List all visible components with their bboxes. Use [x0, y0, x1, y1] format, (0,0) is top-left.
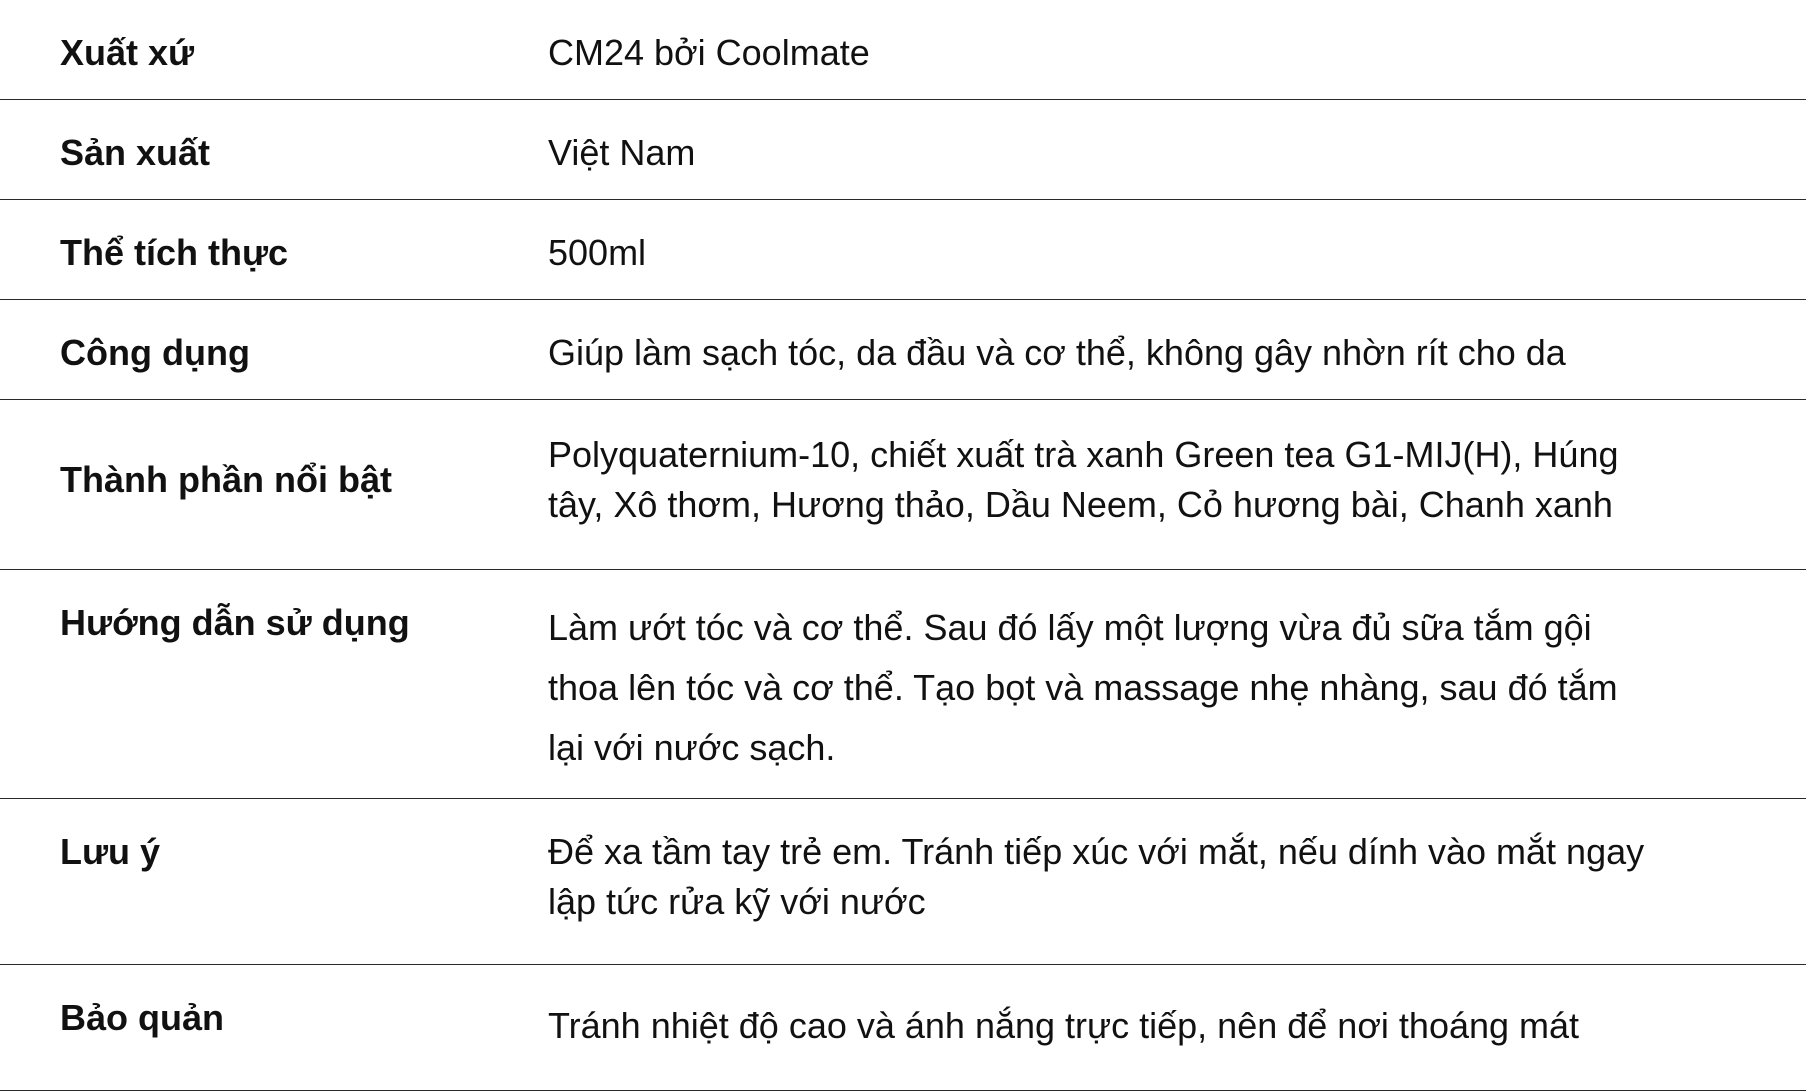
spec-value-line: lại với nước sạch. — [548, 727, 836, 768]
spec-value-line: Giúp làm sạch tóc, da đầu và cơ thể, không gây nhờn rít cho da — [548, 332, 1566, 373]
spec-row-warning — [0, 799, 1806, 965]
spec-row-ingredients — [0, 400, 1806, 570]
spec-value-line: 500ml — [548, 232, 647, 273]
spec-value-line: lập tức rửa kỹ với nước — [548, 881, 926, 922]
spec-value-line: Polyquaternium-10, chiết xuất trà xanh Green tea G1-MIJ(H), Húng — [548, 434, 1619, 475]
spec-label: Thể tích thực — [60, 232, 289, 273]
spec-label: Hướng dẫn sử dụng — [60, 602, 410, 643]
spec-value — [548, 827, 1788, 927]
spec-value — [548, 430, 1788, 530]
spec-row-instructions — [0, 570, 1806, 799]
spec-label: Bảo quản — [60, 997, 225, 1038]
spec-value-line: tây, Xô thơm, Hương thảo, Dầu Neem, Cỏ hương bài, Chanh xanh — [548, 484, 1613, 525]
spec-value-line: Làm ướt tóc và cơ thể. Sau đó lấy một lượng vừa đủ sữa tắm gội — [548, 607, 1592, 648]
spec-value-line: Việt Nam — [548, 132, 696, 173]
spec-value — [548, 128, 1788, 178]
spec-value-line: CM24 bởi Coolmate — [548, 32, 870, 73]
spec-value — [548, 598, 1788, 778]
spec-value-line: thoa lên tóc và cơ thể. Tạo bọt và massage nhẹ nhàng, sau đó tắm — [548, 667, 1618, 708]
spec-label: Công dụng — [60, 332, 250, 373]
spec-value-line: Tránh nhiệt độ cao và ánh nắng trực tiếp, nên để nơi thoáng mát — [548, 1005, 1580, 1046]
spec-row-origin — [0, 0, 1806, 100]
spec-label: Sản xuất — [60, 132, 211, 173]
spec-value — [548, 1001, 1788, 1051]
spec-label: Thành phần nổi bật — [60, 459, 392, 500]
spec-row-storage — [0, 965, 1806, 1091]
spec-value-line: Để xa tầm tay trẻ em. Tránh tiếp xúc với mắt, nếu dính vào mắt ngay — [548, 831, 1645, 872]
spec-value — [548, 328, 1788, 378]
spec-row-usage-benefit — [0, 300, 1806, 400]
spec-value — [548, 28, 1788, 78]
spec-value — [548, 228, 1788, 278]
spec-label: Lưu ý — [60, 831, 161, 872]
spec-row-manufacture — [0, 100, 1806, 200]
spec-label: Xuất xứ — [60, 32, 195, 73]
spec-row-volume — [0, 200, 1806, 300]
